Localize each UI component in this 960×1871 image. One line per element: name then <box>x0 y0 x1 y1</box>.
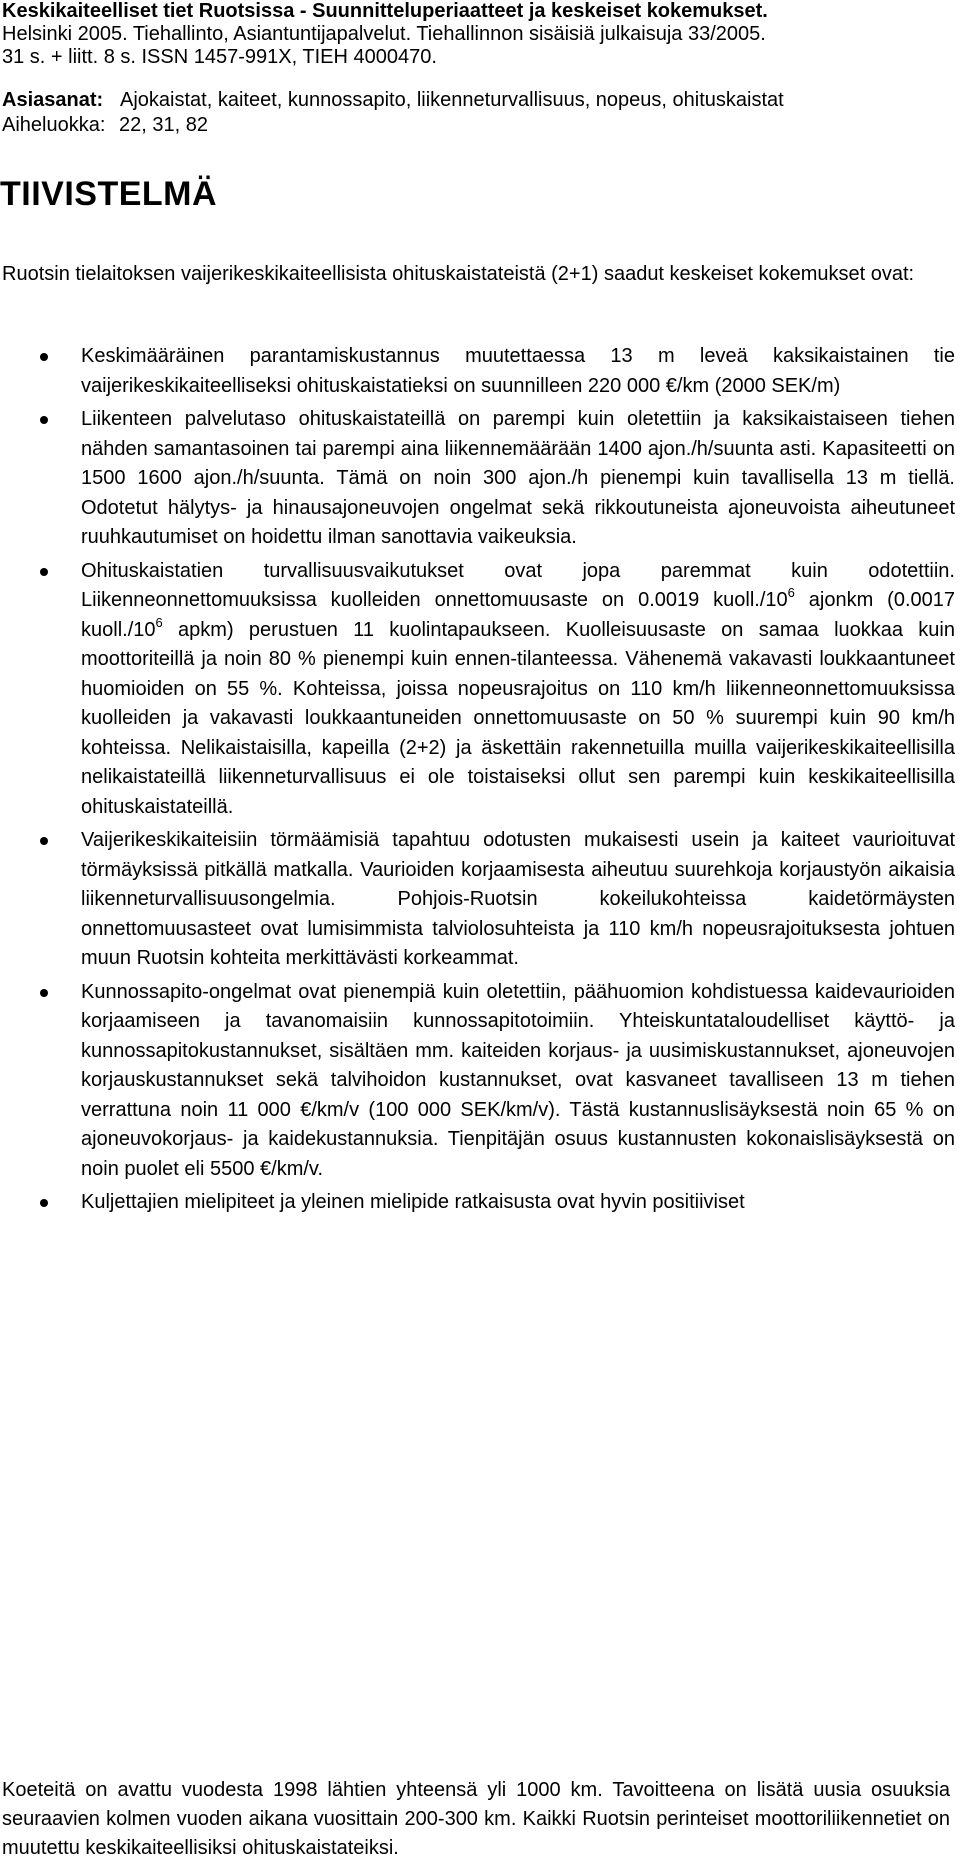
list-item <box>0 978 955 1185</box>
list-item-text: ajonkm (0.0017 kuoll./10 <box>81 589 956 641</box>
list-item-text: Liikenteen palvelutaso ohituskaistateillä on parempi kuin oletettiin ja kaksikaistaiseen tiehen nähden samantasoinen tai parempi aina liikennemäärään 1400 ajon./h/suunta asti. Kapasiteetti on 1500 1600 ajon./h/suunta. Tämä on noin 300 ajon./h pienempi kuin tavallisella 13 m tiellä. Odotetut hälytys- ja hinausajoneuvojen ongelmat sekä rikkoutuneista ajoneuvoista aiheutuneet ruuhkautumiset on hoidettu ilman sanottavia vaikeuksia. <box>81 408 955 548</box>
list-item <box>0 557 955 823</box>
list-item-text: apkm) perustuen 11 kuolintapaukseen. Kuolleisuusaste on samaa luokkaa kuin moottoriteillä ja noin 80 % pienempi kuin ennen-tilanteessa. Vähenemä vakavasti loukkaantuneet huomioiden on 55 %. Kohteissa, joissa nopeusrajoitus on 110 km/h liikenneonnettomuuksissa kuolleiden ja vakavasti loukkaantuneiden onnettomuusaste on 50 % suurempi kuin 90 km/h kohteissa. Nelikaistaisilla, kapeilla (2+2) ja äskettäin rakennetuilla muilla vaijerikeskikaiteellisilla nelikaistateillä liikenneturvallisuus ei ole toistaiseksi ollut sen parempi kuin keskikaiteellisilla ohituskaistateillä. <box>81 618 955 818</box>
bullet-icon <box>40 837 48 845</box>
keywords-value: Ajokaistat, kaiteet, kunnossapito, liikenneturvallisuus, nopeus, ohituskaistat <box>120 89 784 111</box>
bullet-icon <box>40 1199 48 1207</box>
bullet-icon <box>40 353 48 361</box>
abstract-heading: TIIVISTELMÄ <box>0 175 218 213</box>
category-value: 22, 31, 82 <box>119 114 208 136</box>
list-item-text: Kuljettajien mielipiteet ja yleinen mielipide ratkaisusta ovat hyvin positiiviset <box>81 1191 745 1213</box>
category-label: Aiheluokka: <box>2 114 106 136</box>
findings-list <box>0 342 955 1222</box>
list-item <box>0 342 955 401</box>
bullet-icon <box>40 568 48 576</box>
reference-block <box>2 0 952 69</box>
reference-publisher: Helsinki 2005. Tiehallinto, Asiantuntijapalvelut. Tiehallinnon sisäisiä julkaisuja 33/2005. <box>2 23 766 45</box>
superscript: 6 <box>155 614 163 630</box>
keywords-label: Asiasanat: <box>2 89 104 111</box>
bullet-icon <box>40 416 48 424</box>
list-item-text: Vaijerikeskikaiteisiin törmäämisiä tapahtuu odotusten mukaisesti usein ja kaiteet vaurioituvat törmäyksissä pitkällä matkalla. Vaurioiden korjaamisesta aiheutuu suurehkoja korjaustyön aikaisia liikenneturvallisuusongelmia. Pohjois-Ruotsin kokeilukohteissa kaidetörmäysten onnettomuusasteet ovat lumisimmista talviolosuhteista ja 110 km/h nopeusrajoituksesta johtuen muun Ruotsin kohteita merkittävästi korkeammat. <box>81 829 955 969</box>
keywords-row <box>2 88 952 112</box>
intro-paragraph: Ruotsin tielaitoksen vaijerikeskikaiteellisista ohituskaistateistä (2+1) saadut keskeiset kokemukset ovat: <box>2 263 915 285</box>
bullet-icon <box>40 989 48 997</box>
category-row <box>2 113 952 137</box>
list-item <box>0 405 955 553</box>
list-item <box>0 826 955 974</box>
list-item-text: Ohituskaistatien turvallisuusvaikutukset ovat jopa paremmat kuin odotettiin. Liikenneonnettomuuksissa kuolleiden onnettomuusaste on 0.0019 kuoll./10 <box>81 559 955 611</box>
list-item-text: Kunnossapito-ongelmat ovat pienempiä kuin oletettiin, päähuomion kohdistuessa kaidevaurioiden korjaamiseen ja tavanomaisiin kunnossapitotoimiin. Yhteiskuntataloudelliset käyttö- ja kunnossapitokustannukset, sisältäen mm. kaiteiden korjaus- ja uusimiskustannukset, ajoneuvojen korjauskustannukset sekä talvihoidon kustannukset, ovat kasvaneet tavalliseen 13 m tiehen verrattuna noin 11 000 €/km/v (100 000 SEK/km/v). Tästä kustannuslisäyksestä noin 65 % on ajoneuvokorjaus- ja kaidekustannuksia. Tienpitäjän osuus kustannusten kokonaislisäyksestä on noin puolet eli 5500 €/km/v. <box>81 980 955 1180</box>
closing-paragraph: Koeteitä on avattu vuodesta 1998 lähtien yhteensä yli 1000 km. Tavoitteena on lisätä uusia osuuksia seuraavien kolmen vuoden aikana vuosittain 200-300 km. Kaikki Ruotsin perinteiset moottoriliikennetiet on muutettu keskikaiteellisiksi ohituskaistateiksi. <box>2 1779 950 1859</box>
list-item-text: Keskimääräinen parantamiskustannus muutettaessa 13 m leveä kaksikaistainen tie vaijerikeskikaiteelliseksi ohituskaistatieksi on suunnilleen 220 000 €/km (2000 SEK/m) <box>81 345 955 397</box>
list-item <box>0 1188 955 1218</box>
reference-pages-issn: 31 s. + liitt. 8 s. ISSN 1457-991X, TIEH 4000470. <box>2 46 437 68</box>
reference-title: Keskikaiteelliset tiet Ruotsissa - Suunnitteluperiaatteet ja keskeiset kokemukset. <box>2 0 768 22</box>
superscript: 6 <box>787 585 795 600</box>
